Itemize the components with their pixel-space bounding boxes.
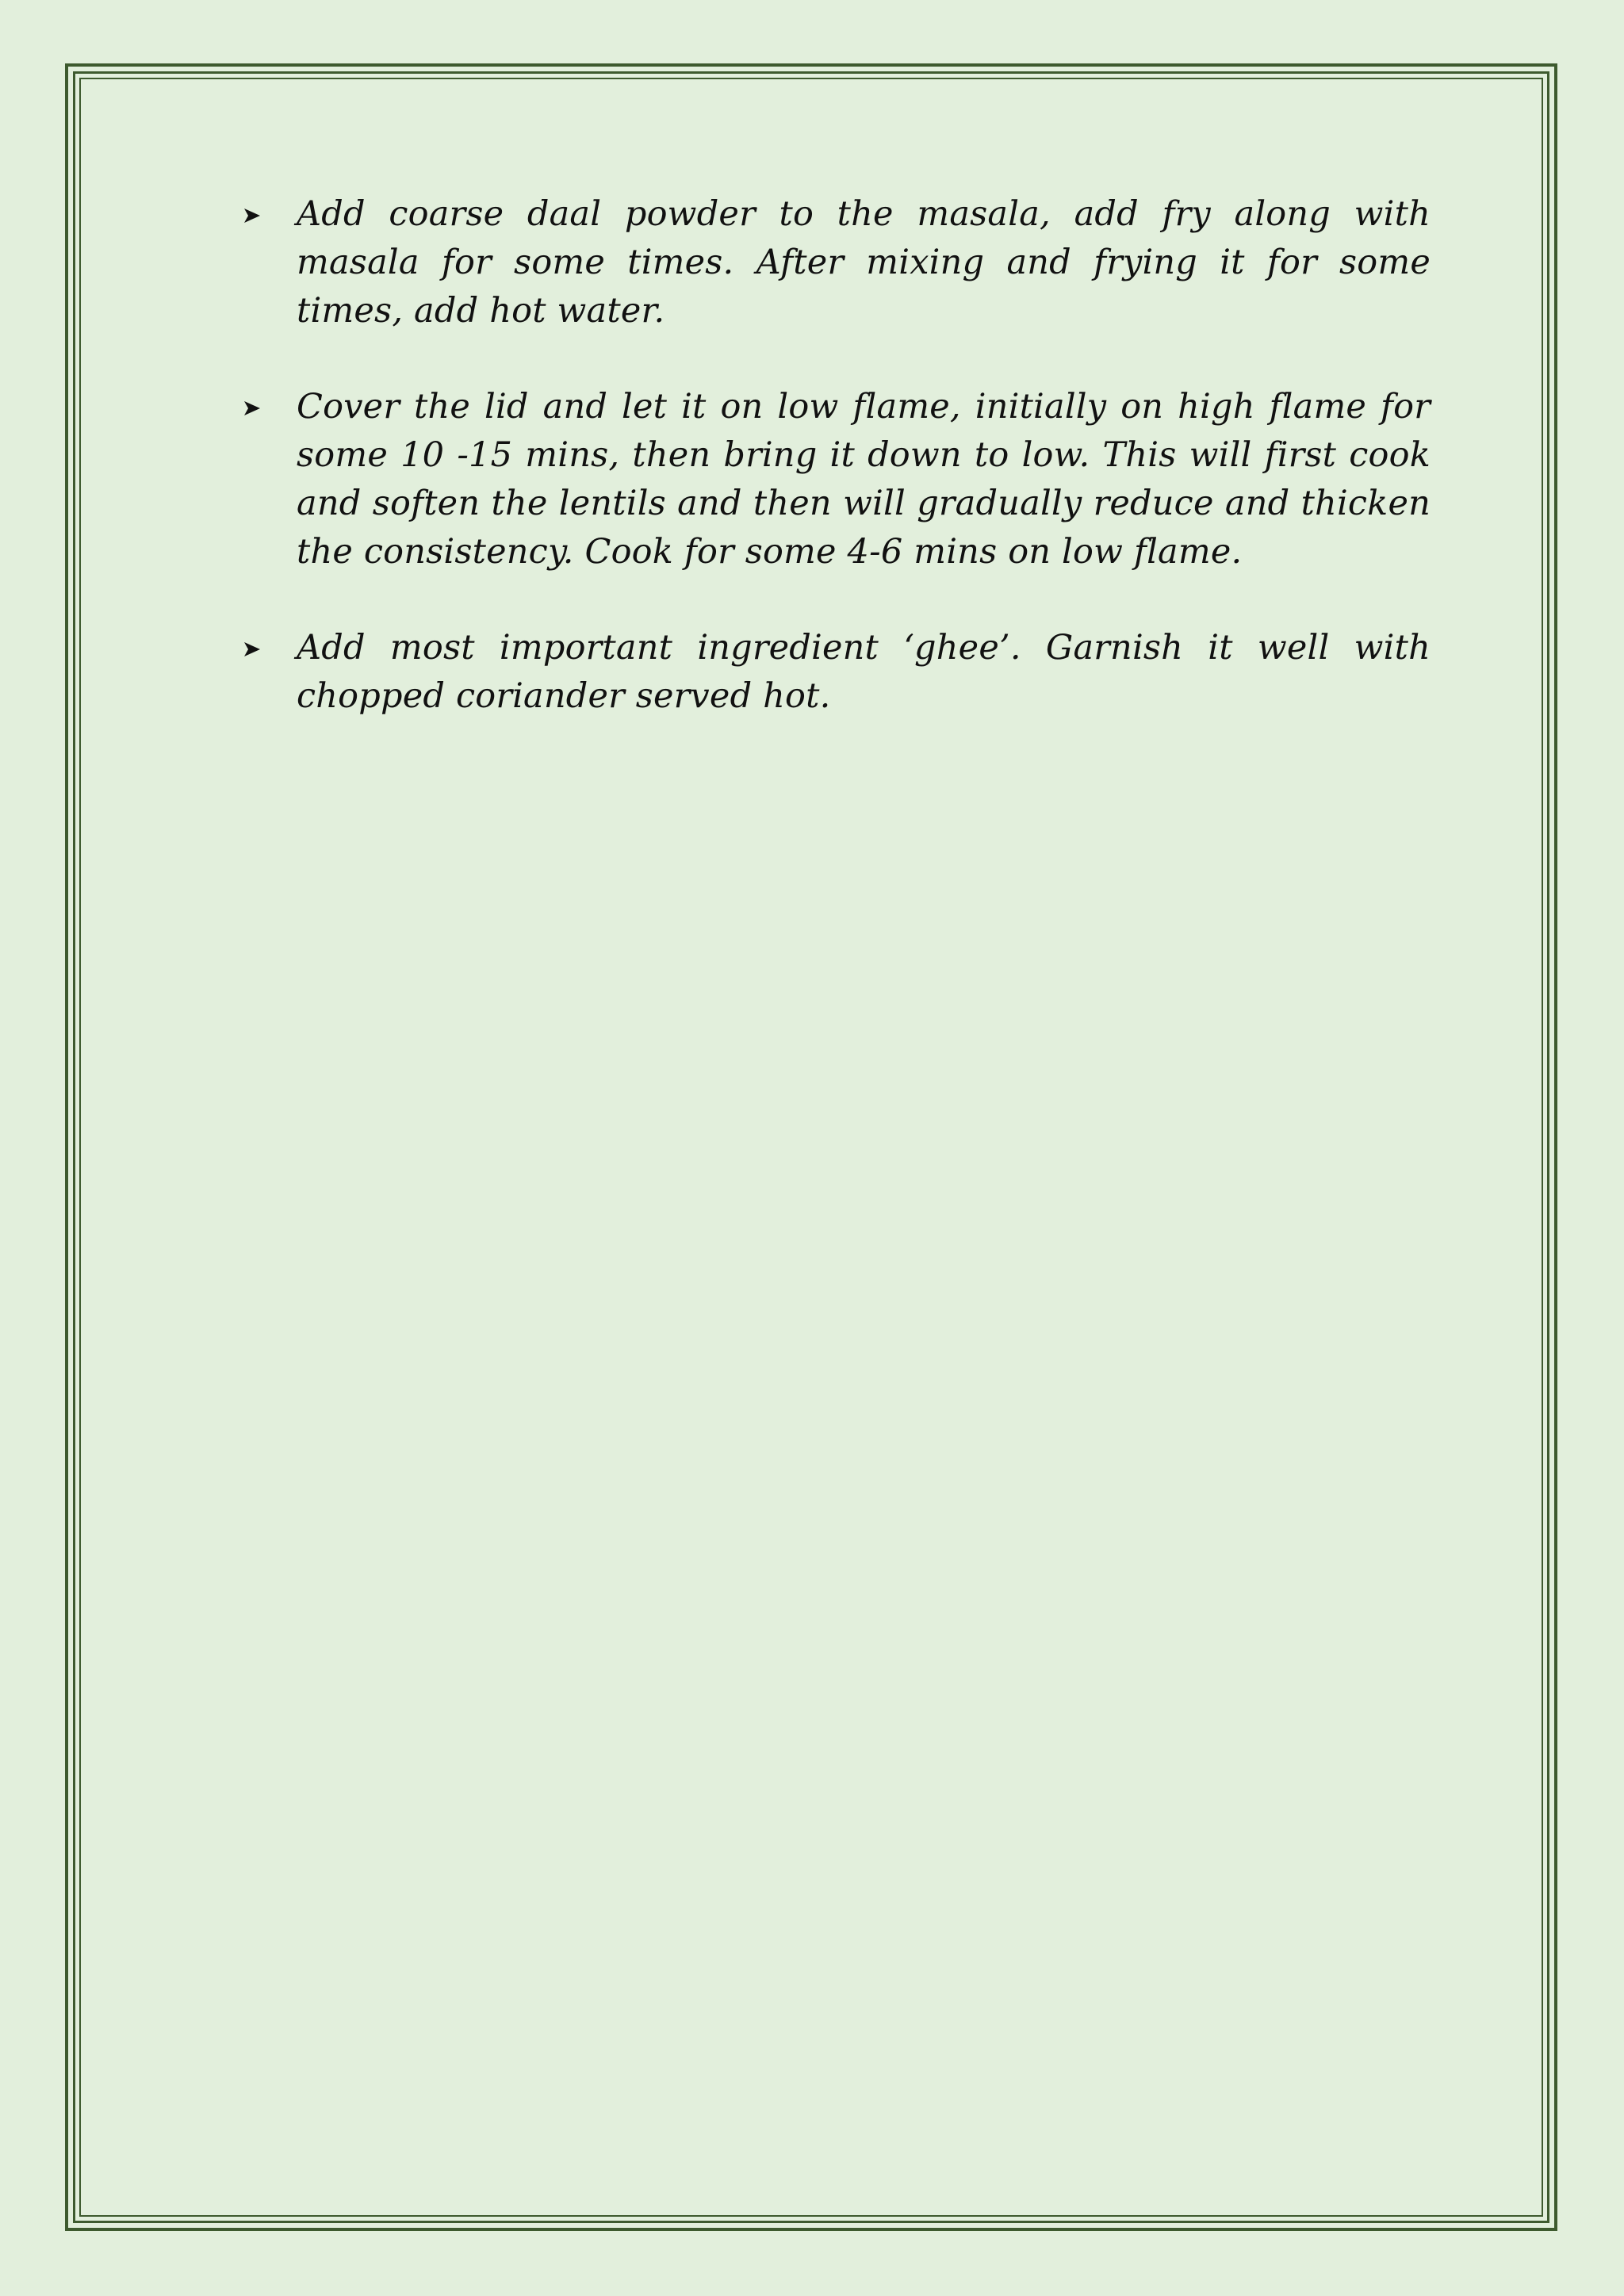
recipe-steps-list [238,190,1431,768]
arrowhead-bullet-icon [243,206,262,225]
arrowhead-bullet-icon [243,640,262,659]
step-text: Add coarse daal powder to the masala, add fry along with masala for some times. After mixing and frying it for some times, add hot water. [297,194,1431,331]
list-item [238,624,1431,721]
list-item [238,383,1431,576]
step-text: Cover the lid and let it on low flame, initially on high flame for some 10 -15 mins, then bring it down to low. This will first cook and soften the lentils and then will gradually reduce and thicken the consistency. Cook for some 4-6 mins on low flame. [297,387,1431,572]
list-item [238,190,1431,335]
arrowhead-bullet-icon [243,399,262,418]
step-text: Add most important ingredient ‘ghee’. Garnish it well with chopped coriander served hot. [297,628,1431,716]
